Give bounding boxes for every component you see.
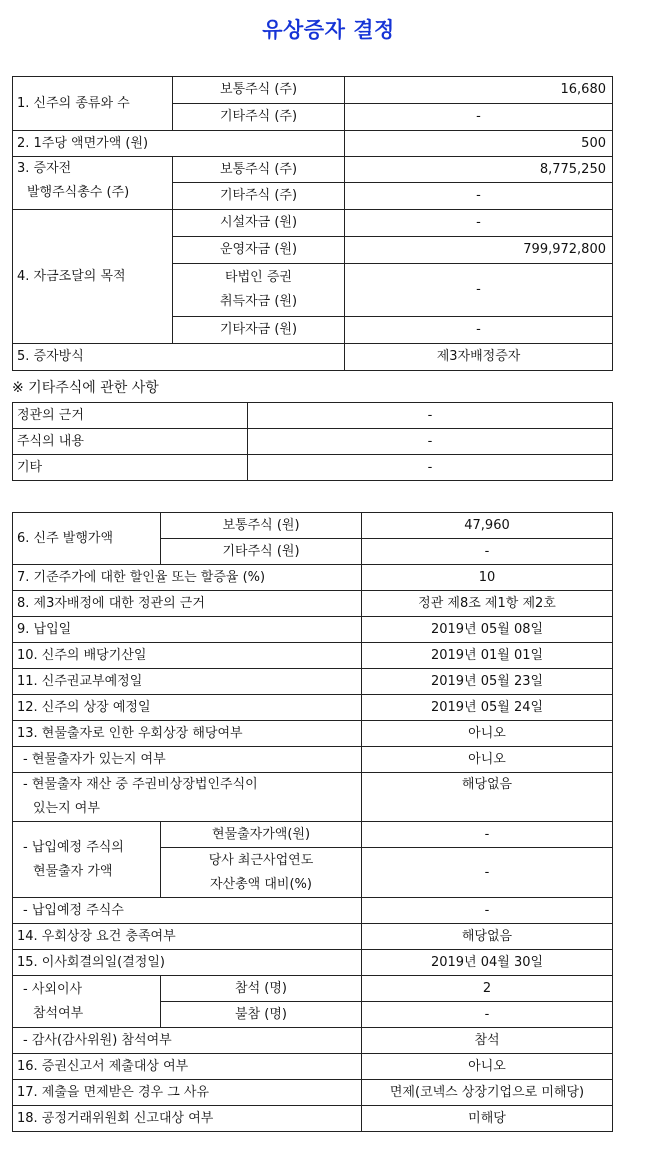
table-row xyxy=(13,773,613,822)
label-line: 발행주식총수 (주) xyxy=(27,185,130,200)
table-row xyxy=(13,898,613,924)
other-fund-label: 기타자금 (원) xyxy=(173,317,345,344)
pre-other-value: - xyxy=(345,183,613,210)
table-row xyxy=(13,131,613,157)
common-shares-value: 16,680 xyxy=(345,77,613,104)
operating-fund-value: 799,972,800 xyxy=(345,237,613,264)
registration-required-value: 아니오 xyxy=(362,1054,613,1080)
pre-common-value: 8,775,250 xyxy=(345,157,613,183)
discount-rate-value: 10 xyxy=(362,565,613,591)
table-row xyxy=(13,429,613,455)
dividend-date-value: 2019년 01월 01일 xyxy=(362,643,613,669)
label-line: 취득자금 (원) xyxy=(219,294,298,309)
in-kind-amount-group-label xyxy=(13,822,161,898)
registration-required-label: 16. 증권신고서 제출대상 여부 xyxy=(13,1054,362,1080)
in-kind-amount-label: 현물출자가액(원) xyxy=(161,822,362,848)
directors-absent-label: 불참 (명) xyxy=(161,1002,362,1028)
label-line: 3. 증자전 xyxy=(17,161,72,176)
page-title: 유상증자 결정 xyxy=(262,18,395,42)
directors-present-label: 참석 (명) xyxy=(161,976,362,1002)
ftc-report-value: 미해당 xyxy=(362,1106,613,1132)
payment-date-label: 9. 납입일 xyxy=(13,617,362,643)
rights-issue-basic-table xyxy=(12,76,613,371)
ftc-report-label: 18. 공정거래위원회 신고대상 여부 xyxy=(13,1106,362,1132)
facility-fund-value: - xyxy=(345,210,613,237)
board-resolution-value: 2019년 04월 30일 xyxy=(362,950,613,976)
allotment-basis-label: 8. 제3자배정에 대한 정관의 근거 xyxy=(13,591,362,617)
label-line: 자산총액 대비(%) xyxy=(210,876,312,892)
asset-ratio-value: - xyxy=(362,848,613,898)
allotment-basis-value: 정관 제8조 제1항 제2호 xyxy=(362,591,613,617)
exemption-reason-value: 면제(코넥스 상장기업으로 미해당) xyxy=(362,1080,613,1106)
issue-price-other-value: - xyxy=(362,539,613,565)
table-row xyxy=(13,1080,613,1106)
backdoor-listing-label: 13. 현물출자로 인한 우회상장 해당여부 xyxy=(13,721,362,747)
planned-shares-label: - 납입예정 주식수 xyxy=(13,898,362,924)
directors-absent-value: - xyxy=(362,1002,613,1028)
common-shares-label: 보통주식 (주) xyxy=(173,77,345,104)
issue-method-label: 5. 증자방식 xyxy=(13,344,345,371)
table-row xyxy=(13,924,613,950)
payment-date-value: 2019년 05월 08일 xyxy=(362,617,613,643)
label-line: 참석여부 xyxy=(33,1005,84,1021)
auditor-attendance-label: - 감사(감사위원) 참석여부 xyxy=(13,1028,362,1054)
table-row xyxy=(13,747,613,773)
label-line: 현물출자 가액 xyxy=(33,863,113,879)
label-line: - 사외이사 xyxy=(23,981,83,997)
acquisition-fund-label xyxy=(173,264,345,317)
table-row xyxy=(13,669,613,695)
table-row xyxy=(13,617,613,643)
table-row xyxy=(13,455,613,481)
label-line: 있는지 여부 xyxy=(33,801,100,816)
table-row xyxy=(13,1028,613,1054)
pre-common-label: 보통주식 (주) xyxy=(173,157,345,183)
backdoor-listing-value: 아니오 xyxy=(362,721,613,747)
label-line: 당사 최근사업연도 xyxy=(208,852,314,868)
other-shares-value: - xyxy=(345,104,613,131)
other-shares-table xyxy=(12,402,613,481)
table-row xyxy=(13,344,613,371)
label-line: - 납입예정 주식의 xyxy=(23,839,124,855)
share-content-value: - xyxy=(248,429,613,455)
delivery-date-value: 2019년 05월 23일 xyxy=(362,669,613,695)
other-shares-note: ※ 기타주식에 관한 사항 xyxy=(12,380,159,396)
delivery-date-label: 11. 신주권교부예정일 xyxy=(13,669,362,695)
backdoor-requirement-value: 해당없음 xyxy=(362,924,613,950)
table-row xyxy=(13,695,613,721)
listing-date-value: 2019년 05월 24일 xyxy=(362,695,613,721)
misc-label: 기타 xyxy=(13,455,248,481)
pre-other-label: 기타주식 (주) xyxy=(173,183,345,210)
par-value-label: 2. 1주당 액면가액 (원) xyxy=(13,131,345,157)
label-line: 타법인 증권 xyxy=(225,270,292,285)
funding-purpose-label: 4. 자금조달의 목적 xyxy=(13,210,173,344)
listing-date-label: 12. 신주의 상장 예정일 xyxy=(13,695,362,721)
auditor-attendance-value: 참석 xyxy=(362,1028,613,1054)
articles-basis-label: 정관의 근거 xyxy=(13,403,248,429)
other-shares-label: 기타주식 (주) xyxy=(173,104,345,131)
share-content-label: 주식의 내용 xyxy=(13,429,248,455)
table-row xyxy=(13,565,613,591)
table-row xyxy=(13,1106,613,1132)
table-row xyxy=(13,1054,613,1080)
planned-shares-value: - xyxy=(362,898,613,924)
label-line: - 현물출자 재산 중 주권비상장법인주식이 xyxy=(23,777,258,792)
discount-rate-label: 7. 기준주가에 대한 할인율 또는 할증율 (%) xyxy=(13,565,362,591)
backdoor-requirement-label: 14. 우회상장 요건 충족여부 xyxy=(13,924,362,950)
unlisted-shares-value: 해당없음 xyxy=(362,773,613,822)
outside-directors-label xyxy=(13,976,161,1028)
dividend-date-label: 10. 신주의 배당기산일 xyxy=(13,643,362,669)
table-row xyxy=(13,210,613,237)
pre-issue-shares-label xyxy=(13,157,173,210)
board-resolution-label: 15. 이사회결의일(결정일) xyxy=(13,950,362,976)
unlisted-shares-label xyxy=(13,773,362,822)
table-row xyxy=(13,822,613,848)
operating-fund-label: 운영자금 (원) xyxy=(173,237,345,264)
table-row xyxy=(13,976,613,1002)
table-row xyxy=(13,403,613,429)
issue-price-label: 6. 신주 발행가액 xyxy=(13,513,161,565)
misc-value: - xyxy=(248,455,613,481)
facility-fund-label: 시설자금 (원) xyxy=(173,210,345,237)
exemption-reason-label: 17. 제출을 면제받은 경우 그 사유 xyxy=(13,1080,362,1106)
new-shares-label: 1. 신주의 종류와 수 xyxy=(13,77,173,131)
acquisition-fund-value: - xyxy=(345,264,613,317)
in-kind-exists-label: - 현물출자가 있는지 여부 xyxy=(13,747,362,773)
table-row xyxy=(13,77,613,104)
table-row xyxy=(13,950,613,976)
par-value-value: 500 xyxy=(345,131,613,157)
issue-price-common-label: 보통주식 (원) xyxy=(161,513,362,539)
table-row xyxy=(13,157,613,183)
issue-details-table xyxy=(12,512,613,1132)
issue-method-value: 제3자배정증자 xyxy=(345,344,613,371)
in-kind-exists-value: 아니오 xyxy=(362,747,613,773)
table-row xyxy=(13,513,613,539)
table-row xyxy=(13,721,613,747)
other-fund-value: - xyxy=(345,317,613,344)
in-kind-amount-value: - xyxy=(362,822,613,848)
articles-basis-value: - xyxy=(248,403,613,429)
directors-present-value: 2 xyxy=(362,976,613,1002)
table-row xyxy=(13,643,613,669)
issue-price-other-label: 기타주식 (원) xyxy=(161,539,362,565)
asset-ratio-label xyxy=(161,848,362,898)
table-row xyxy=(13,591,613,617)
issue-price-common-value: 47,960 xyxy=(362,513,613,539)
